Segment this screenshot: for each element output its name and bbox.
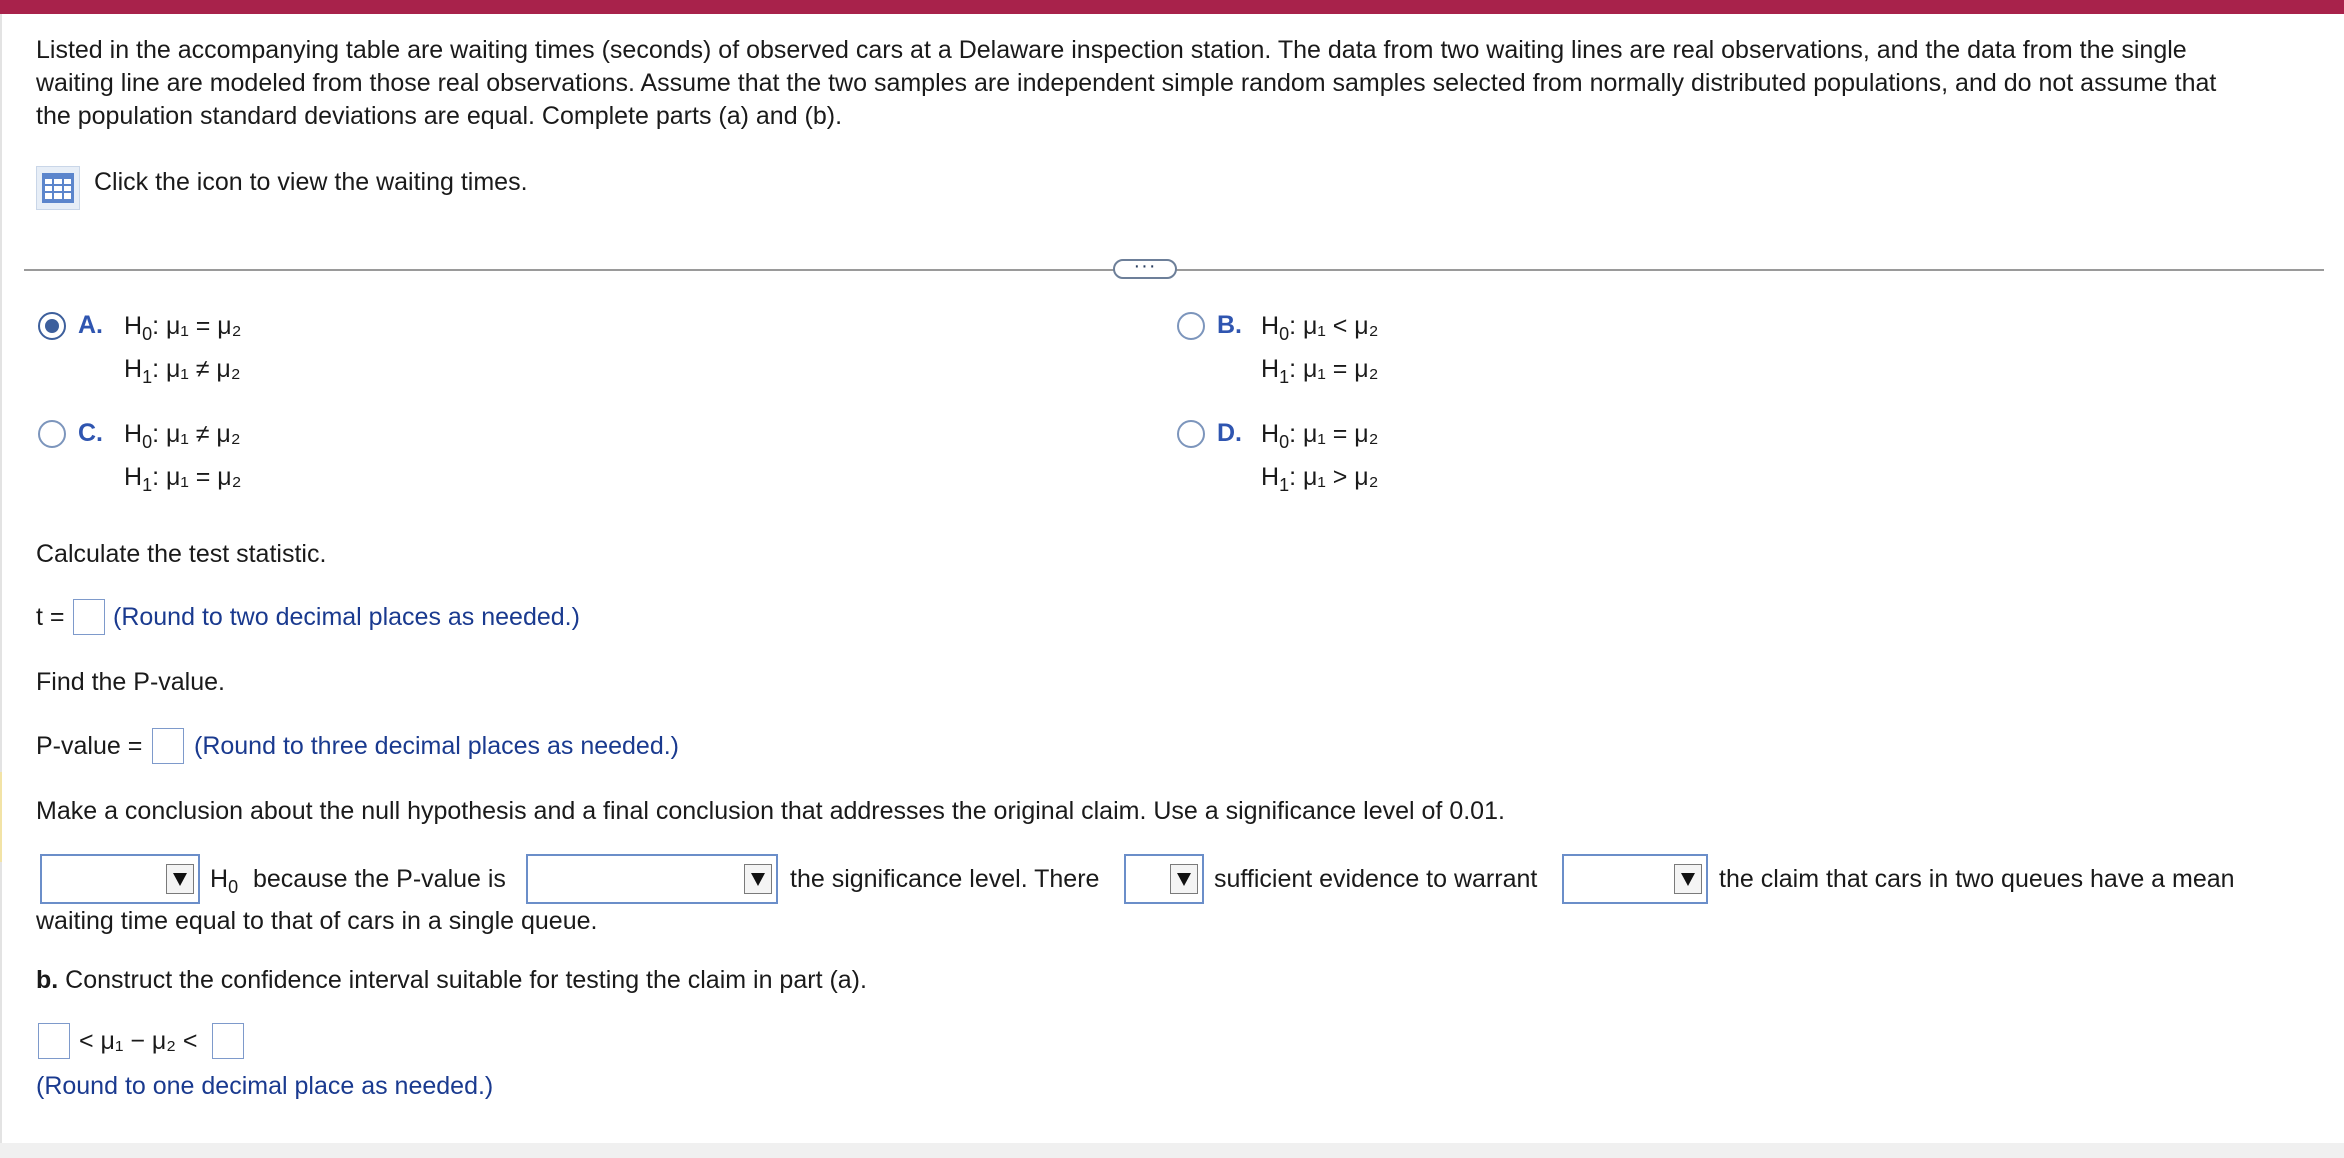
part-b-text: Construct the confidence interval suitable for testing the claim in part (a). (65, 966, 867, 994)
view-table-link-text[interactable]: Click the icon to view the waiting times. (94, 168, 528, 196)
part-b-prompt (36, 964, 867, 997)
ci-round-hint: (Round to one decimal place as needed.) (36, 1072, 494, 1100)
hypothesis-symbol: H (1261, 420, 1280, 448)
option-c-h0 (124, 418, 241, 451)
option-d-h1 (1261, 461, 1378, 494)
hypothesis-subscript: 0 (228, 877, 239, 897)
option-c-h1 (124, 461, 241, 494)
hypothesis-symbol: H (124, 420, 143, 448)
option-b-letter: B. (1217, 311, 1242, 339)
conclusion-text-2: the significance level. There (790, 865, 1100, 893)
left-border (0, 14, 2, 1143)
hypothesis-symbol: H (210, 865, 229, 893)
claim-action-dropdown[interactable] (1562, 854, 1708, 904)
hypothesis-subscript: 1 (1279, 367, 1290, 387)
reject-decision-dropdown[interactable] (40, 854, 200, 904)
problem-text-line: the population standard deviations are equal. Complete parts (a) and (b). (36, 102, 843, 130)
option-a-letter: A. (78, 311, 103, 339)
chevron-down-icon (1674, 864, 1702, 894)
hypothesis-symbol: H (124, 463, 143, 491)
option-d-radio[interactable] (1177, 420, 1205, 448)
option-a-h1 (124, 353, 241, 386)
hypothesis-relation: : μ₁ < μ₂ (1289, 312, 1379, 340)
problem-text-line: Listed in the accompanying table are waiting times (seconds) of observed cars at a Delaware inspection station. The data from two waiting lines are real observations, and the data from the single (36, 36, 2187, 64)
left-border-highlight (0, 772, 2, 862)
hypothesis-symbol: H (1261, 463, 1280, 491)
evidence-dropdown[interactable] (1124, 854, 1204, 904)
chevron-down-icon (744, 864, 772, 894)
hypothesis-relation: : μ₁ ≠ μ₂ (152, 355, 241, 383)
ci-middle-expression: < μ₁ − μ₂ < (79, 1027, 198, 1055)
t-round-hint: (Round to two decimal places as needed.) (113, 603, 580, 631)
hypothesis-relation: : μ₁ ≠ μ₂ (152, 420, 241, 448)
bottom-bar (0, 1143, 2344, 1158)
hypothesis-symbol: H (124, 312, 143, 340)
hypothesis-symbol: H (1261, 355, 1280, 383)
part-b-label: b. (36, 966, 59, 994)
hypothesis-relation: : μ₁ = μ₂ (152, 463, 242, 491)
hypothesis-subscript: 0 (142, 432, 153, 452)
ci-lower-input[interactable] (38, 1023, 70, 1059)
hypothesis-subscript: 0 (1279, 432, 1290, 452)
hypothesis-symbol: H (1261, 312, 1280, 340)
hypothesis-relation: : μ₁ = μ₂ (1289, 420, 1379, 448)
t-label: t = (36, 603, 65, 631)
conclusion-text-1: because the P-value is (253, 865, 506, 893)
ci-upper-input[interactable] (212, 1023, 244, 1059)
p-value-answer-input[interactable] (152, 728, 184, 764)
p-value-prompt: Find the P-value. (36, 668, 225, 696)
option-a-radio[interactable] (38, 312, 66, 340)
hypothesis-relation: : μ₁ > μ₂ (1289, 463, 1379, 491)
hypothesis-subscript: 0 (142, 324, 153, 344)
conclusion-prompt: Make a conclusion about the null hypothesis and a final conclusion that addresses the original claim. Use a significance level of 0.01. (36, 797, 1505, 825)
conclusion-text-5: waiting time equal to that of cars in a single queue. (36, 907, 598, 935)
option-c-letter: C. (78, 419, 103, 447)
t-answer-input[interactable] (73, 599, 105, 635)
chevron-down-icon (166, 864, 194, 894)
option-d-letter: D. (1217, 419, 1242, 447)
pvalue-comparison-dropdown[interactable] (526, 854, 778, 904)
conclusion-text-4: the claim that cars in two queues have a mean (1719, 865, 2235, 893)
hypothesis-symbol: H (124, 355, 143, 383)
hypothesis-subscript: 1 (142, 367, 153, 387)
hypothesis-subscript: 1 (142, 475, 153, 495)
p-value-round-hint: (Round to three decimal places as needed.) (194, 732, 680, 760)
more-options-button[interactable]: ··· (1113, 259, 1177, 279)
option-b-h1 (1261, 353, 1378, 386)
conclusion-text-3: sufficient evidence to warrant (1214, 865, 1538, 893)
option-c-radio[interactable] (38, 420, 66, 448)
hypothesis-relation: : μ₁ = μ₂ (1289, 355, 1379, 383)
option-d-h0 (1261, 418, 1378, 451)
hypothesis-subscript: 0 (1279, 324, 1290, 344)
chevron-down-icon (1170, 864, 1198, 894)
hypothesis-subscript: 1 (1279, 475, 1290, 495)
conclusion-h0-text (210, 863, 238, 896)
option-b-h0 (1261, 310, 1378, 343)
hypothesis-relation: : μ₁ = μ₂ (152, 312, 242, 340)
option-b-radio[interactable] (1177, 312, 1205, 340)
option-a-h0 (124, 310, 241, 343)
problem-text-line: waiting line are modeled from those real observations. Assume that the two samples are independent simple random samples selected from normally distributed populations, and do not assume that (36, 69, 2217, 97)
top-accent-bar (0, 0, 2344, 14)
problem-statement (36, 34, 2326, 133)
table-grid-icon[interactable] (36, 166, 80, 210)
test-statistic-prompt: Calculate the test statistic. (36, 540, 327, 568)
p-value-label: P-value = (36, 732, 143, 760)
